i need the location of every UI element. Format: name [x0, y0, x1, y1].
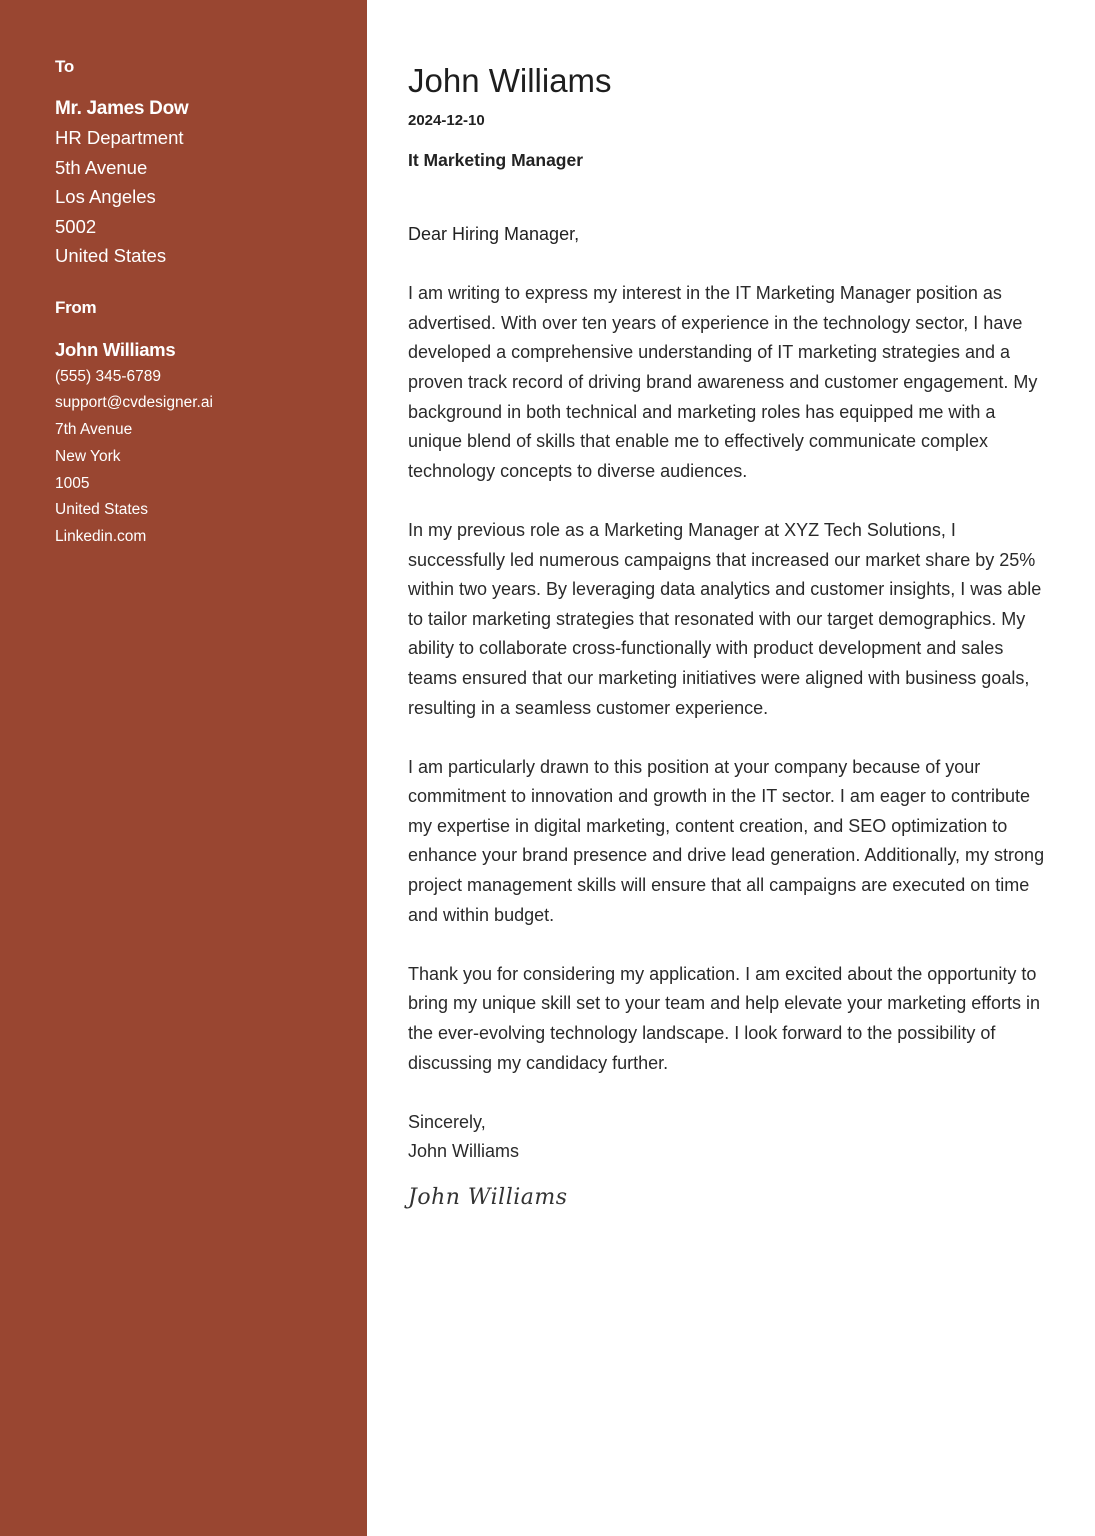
from-heading: From: [55, 297, 97, 317]
recipient-zip: 5002: [55, 215, 97, 237]
sender-country: United States: [55, 501, 149, 519]
recipient-department: HR Department: [55, 127, 184, 148]
letter-date: 2024-12-10: [408, 112, 485, 129]
sender-city: New York: [55, 447, 121, 465]
sidebar: [0, 0, 367, 1536]
paragraph-2: In my previous role as a Marketing Manager at XYZ Tech Solutions, I successfully led numerous campaigns that increased our market share by 25% within two years. By leveraging data analytics and customer insights, I was able to tailor marketing strategies that resonated with our target demographics. My ability to collaborate cross-functionally with product development and sales teams ensured that our marketing initiatives were aligned with business goals, resulting in a seamless customer experience.: [408, 519, 1042, 718]
sender-name: John Williams: [55, 338, 176, 360]
paragraph-4: Thank you for considering my application. I am excited about the opportunity to bring my unique skill set to your team and help elevate your marketing efforts in the ever-evolving technology landscape. I look forward to the possibility of discussing my candidacy further.: [408, 963, 1040, 1073]
to-heading: To: [55, 57, 74, 76]
signature: John Williams: [408, 1185, 568, 1210]
closing-name: John Williams: [408, 1141, 520, 1162]
recipient-city: Los Angeles: [55, 186, 156, 207]
job-title: It Marketing Manager: [408, 150, 584, 170]
sender-street: 7th Avenue: [55, 421, 133, 439]
sender-phone: (555) 345-6789: [55, 367, 161, 385]
sender-email[interactable]: support@cvdesigner.ai: [55, 394, 213, 412]
closing: [408, 1108, 1048, 1167]
letter-body: [408, 60, 1048, 1210]
sender-website[interactable]: Linkedin.com: [55, 528, 147, 546]
sidebar-content: [55, 57, 355, 551]
page-title: John Williams: [408, 62, 612, 99]
recipient-country: United States: [55, 245, 167, 266]
paragraph-1: I am writing to express my interest in the IT Marketing Manager position as advertised. With over ten years of experience in the technology sector, I have developed a comprehensive understanding of IT marketing strategies and a proven track record of driving brand awareness and customer engagement. My background in both technical and marketing roles has equipped me with a unique blend of skills that enable me to effectively communicate complex technology concepts to diverse audiences.: [408, 283, 1038, 481]
closing-phrase: Sincerely,: [408, 1111, 486, 1132]
recipient-street: 5th Avenue: [55, 156, 148, 178]
recipient-name: Mr. James Dow: [55, 98, 189, 119]
sender-zip: 1005: [55, 474, 90, 492]
paragraph-3: I am particularly drawn to this position at your company because of your commitment to innovation and growth in the IT sector. I am eager to contribute my expertise in digital marketing, content creation, and SEO optimization to enhance your brand presence and drive lead generation. Additionally, my strong project management skills will ensure that all campaigns are executed on time and within budget.: [408, 756, 1045, 925]
salutation: Dear Hiring Manager,: [408, 224, 580, 244]
